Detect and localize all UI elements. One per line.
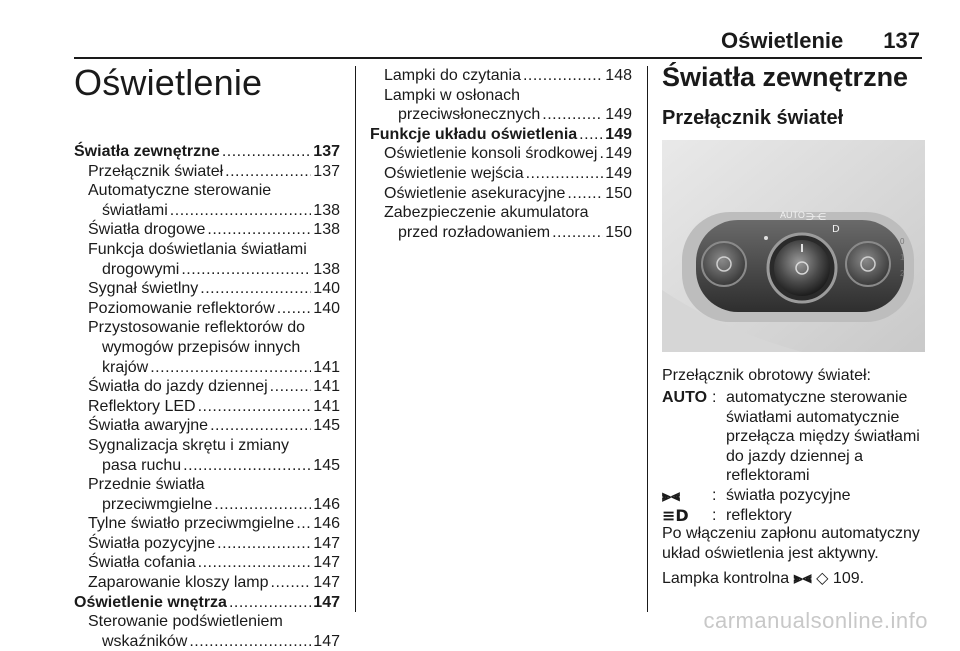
headlight-icon: ≡D [662,505,689,525]
toc-entry[interactable] [370,66,632,86]
toc-entry[interactable] [74,593,340,613]
definition-text: automatyczne sterowanie światłami automatycznie przełącza między światłami do jazdy dziennej a reflektorami [726,389,920,485]
toc-entry[interactable] [370,125,632,145]
toc-entry-label: Zaparowanie kloszy lamp [88,574,269,592]
toc-page-number: 137 [313,162,340,180]
headlight-mark: D [832,224,840,235]
svg-text:1: 1 [900,253,905,262]
header-rule [74,57,922,59]
toc-page-number: 145 [313,417,340,435]
position-lights-icon: ⫸⫷ [793,568,812,587]
toc-entry-label: Oświetlenie asekuracyjne [384,184,566,202]
toc-leader-dots [198,397,312,417]
svg-text:2: 2 [900,269,905,278]
switch-positions-list [662,388,928,525]
toc-entry[interactable] [74,397,340,417]
definition-text: reflektory [726,506,792,524]
toc-entry-line: Lampki w osłonach [384,86,521,104]
light-switch-photo [662,140,925,352]
toc-leader-dots [270,377,312,397]
definition-colon: : [712,486,717,504]
toc-page-number: 146 [313,495,340,513]
definition-term: AUTO [662,389,708,406]
toc-entry-label: drogowymi [102,260,180,278]
paragraph-auto-active: Po włączeniu zapłonu automatyczny układ oświetlenia jest aktywny. [662,525,920,562]
toc-entry[interactable] [74,220,340,240]
toc-leader-dots [214,495,311,515]
toc-entry-label: Funkcje układu oświetlenia [370,125,578,143]
toc-entry-line: Przednie światła [88,476,205,494]
toc-entry[interactable] [370,223,632,243]
toc-entry[interactable] [74,279,340,299]
toc-entry-label: światłami [102,201,168,219]
toc-column-1 [74,142,340,651]
toc-leader-dots [198,553,312,573]
toc-entry[interactable] [370,184,632,204]
toc-page-number: 140 [313,280,340,298]
toc-entry-line: Sygnalizacja skrętu i zmiany [88,436,289,454]
toc-entry[interactable] [74,632,340,651]
triangle-ref-icon: ◇ [816,570,829,587]
toc-page-number: 149 [605,164,632,182]
toc-page-number: 138 [313,221,340,239]
svg-text:0: 0 [900,237,905,246]
toc-leader-dots [523,66,603,86]
toc-leader-dots [207,220,311,240]
toc-entry[interactable] [74,299,340,319]
definition-colon: : [712,506,717,524]
toc-entry-label: Oświetlenie wnętrza [74,593,227,611]
toc-entry[interactable] [74,358,340,378]
toc-entry[interactable] [74,416,340,436]
toc-leader-dots [296,514,311,534]
running-head-title: Oświetlenie [721,28,844,53]
definition-item-headlights [662,506,928,526]
definition-item-position-lights [662,486,928,506]
toc-leader-dots [599,144,603,164]
toc-leader-dots [170,201,312,221]
toc-entry[interactable] [370,105,632,125]
toc-leader-dots [552,223,603,243]
toc-page-number: 147 [313,593,340,611]
toc-leader-dots [189,632,311,651]
definition-text: światła pozycyjne [726,486,851,504]
toc-leader-dots [542,105,603,125]
toc-entry-label: Przełącznik świateł [88,162,224,180]
toc-page-number: 150 [605,223,632,241]
definition-colon: : [712,389,717,406]
toc-entry-label: przed rozładowaniem [398,223,551,241]
toc-page-number: 147 [313,574,340,592]
toc-entry[interactable] [74,142,340,162]
indicator-text: Lampka kontrolna [662,570,790,587]
toc-entry-label: krajów [102,358,149,376]
toc-leader-dots [277,299,312,319]
toc-page-number: 148 [605,67,632,84]
knob-auto-label: AUTO [780,210,805,220]
toc-entry[interactable] [74,162,340,182]
toc-leader-dots [150,358,311,378]
toc-page-number: 147 [313,632,340,650]
toc-page-number: 138 [313,201,340,219]
running-head-page-number: 137 [883,28,920,53]
watermark: carmanualsonline.info [703,608,928,633]
toc-entry-label: Reflektory LED [88,397,196,415]
toc-leader-dots [579,125,603,145]
subsection-title: Przełącznik świateł [662,107,844,129]
toc-entry-label: Tylne światło przeciwmgielne [88,515,295,533]
toc-entry-label: przeciwmgielne [102,495,213,513]
toc-entry[interactable] [74,260,340,280]
toc-page-number: 150 [605,184,632,202]
toc-entry-label: Lampki do czytania [384,67,521,84]
toc-page-number: 149 [605,106,632,124]
section-title: Światła zewnętrzne [662,62,909,92]
figure-caption: Przełącznik obrotowy świateł: [662,367,871,384]
toc-leader-dots [229,593,311,613]
page-reference-link[interactable]: 109. [832,570,865,587]
toc-entry-line: Sterowanie podświetleniem [88,613,283,631]
toc-page-number: 149 [605,125,632,143]
toc-entry-line: wymogów przepisów innych [102,338,301,356]
toc-page-number: 146 [313,515,340,533]
toc-entry[interactable] [74,514,340,534]
toc-page-number: 141 [313,397,340,415]
toc-page-number: 141 [313,358,340,376]
toc-page-number: 147 [313,534,340,552]
toc-entry-label: Sygnał świetlny [88,280,199,298]
toc-page-number: 149 [605,145,632,163]
toc-entry-label: Poziomowanie reflektorów [88,299,275,317]
toc-entry[interactable] [370,164,632,184]
column-divider [647,66,648,612]
toc-leader-dots [526,164,604,184]
toc-leader-dots [567,184,603,204]
toc-entry[interactable] [74,534,340,554]
definition-item-auto [662,388,928,486]
toc-entry[interactable] [74,456,340,476]
toc-entry-label: Światła zewnętrzne [74,143,220,160]
position-lights-icon: ⫸⫷ [662,485,681,505]
toc-entry-label: wskaźników [102,632,188,650]
toc-page-number: 137 [313,143,340,160]
toc-page-number: 147 [313,554,340,572]
toc-entry[interactable] [74,377,340,397]
toc-page-number: 140 [313,299,340,317]
running-head [0,28,920,54]
toc-leader-dots [183,456,311,476]
toc-entry-label: Światła do jazdy dziennej [88,378,268,396]
toc-entry-line: Automatyczne sterowanie [88,182,272,200]
toc-leader-dots [222,142,311,162]
position-lights-mark: ⋺⋲ [806,212,826,223]
toc-leader-dots [271,573,312,593]
toc-entry-label: przeciwsłonecznych [398,106,541,124]
toc-page-number: 138 [313,260,340,278]
toc-entry-label: Światła drogowe [88,221,206,239]
column-divider [355,66,356,612]
toc-entry-label: pasa ruchu [102,456,182,474]
toc-entry[interactable] [74,495,340,515]
toc-column-2 [370,66,632,242]
paragraph-indicator [662,568,928,589]
toc-entry-label: Światła pozycyjne [88,534,216,552]
toc-entry-label: Światła cofania [88,554,196,572]
toc-page-number: 145 [313,456,340,474]
toc-entry-line: Zabezpieczenie akumulatora [384,204,589,222]
toc-entry-label: Oświetlenie konsoli środkowej [384,145,598,163]
toc-entry[interactable] [74,553,340,573]
toc-entry[interactable] [370,144,632,164]
toc-leader-dots [200,279,311,299]
toc-entry-label: Oświetlenie wejścia [384,164,524,182]
toc-leader-dots [225,162,311,182]
toc-entry[interactable] [74,201,340,221]
toc-page-number: 141 [313,378,340,396]
toc-leader-dots [210,416,311,436]
toc-entry-line: Funkcja doświetlania światłami [88,240,307,258]
toc-entry[interactable] [74,573,340,593]
toc-leader-dots [181,260,311,280]
toc-entry-line: Przystosowanie reflektorów do [88,319,305,337]
toc-leader-dots [217,534,311,554]
toc-entry-label: Światła awaryjne [88,417,209,435]
chapter-title: Oświetlenie [74,62,263,103]
